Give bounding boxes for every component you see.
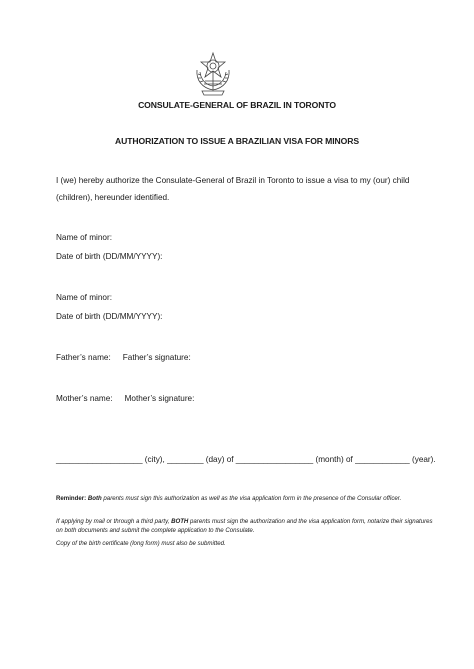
birth-certificate-note: Copy of the birth certificate (long form) must also be submitted. bbox=[56, 540, 226, 547]
mother-name-label: Mother’s name: bbox=[56, 394, 113, 403]
reminder-note bbox=[56, 494, 436, 503]
father-name-label: Father’s name: bbox=[56, 353, 111, 362]
place-date-line: ___________________ (city), ________ (day) of _________________ (month) of ____________ (year). bbox=[56, 455, 436, 464]
minor-1-dob-label: Date of birth (DD/MM/YYYY): bbox=[56, 252, 163, 261]
intro-line-1: I (we) hereby authorize the Consulate-General of Brazil in Toronto to issue a visa to my (our) child bbox=[56, 176, 410, 185]
document-title: AUTHORIZATION TO ISSUE A BRAZILIAN VISA FOR MINORS bbox=[115, 136, 359, 146]
intro-paragraph bbox=[56, 172, 436, 206]
brazil-coat-of-arms-icon bbox=[192, 50, 234, 96]
minor-2-name-label: Name of minor: bbox=[56, 293, 112, 302]
father-signature-label: Father’s signature: bbox=[122, 353, 191, 362]
mail-note-both: BOTH bbox=[171, 518, 189, 525]
mother-signature-label: Mother’s signature: bbox=[124, 394, 195, 403]
mother-row bbox=[56, 394, 194, 403]
minor-1-name-label: Name of minor: bbox=[56, 233, 112, 242]
intro-line-2: (children), hereunder identified. bbox=[56, 193, 170, 202]
mail-note-text: parents must sign the authorization and the visa application form, notarize their signatures on both documents and submit the complete application to the Consulate. bbox=[56, 518, 433, 535]
reminder-label: Reminder: bbox=[56, 495, 87, 502]
father-row bbox=[56, 353, 191, 362]
minor-2-dob-label: Date of birth (DD/MM/YYYY): bbox=[56, 312, 163, 321]
reminder-both: Both bbox=[87, 495, 102, 502]
mail-note bbox=[56, 517, 436, 536]
reminder-text: parents must sign this authorization as well as the visa application form in the presence of the Consular officer. bbox=[103, 495, 402, 502]
consulate-heading: CONSULATE-GENERAL OF BRAZIL IN TORONTO bbox=[138, 100, 336, 110]
mail-note-prefix: If applying by mail or through a third party, bbox=[56, 518, 170, 525]
